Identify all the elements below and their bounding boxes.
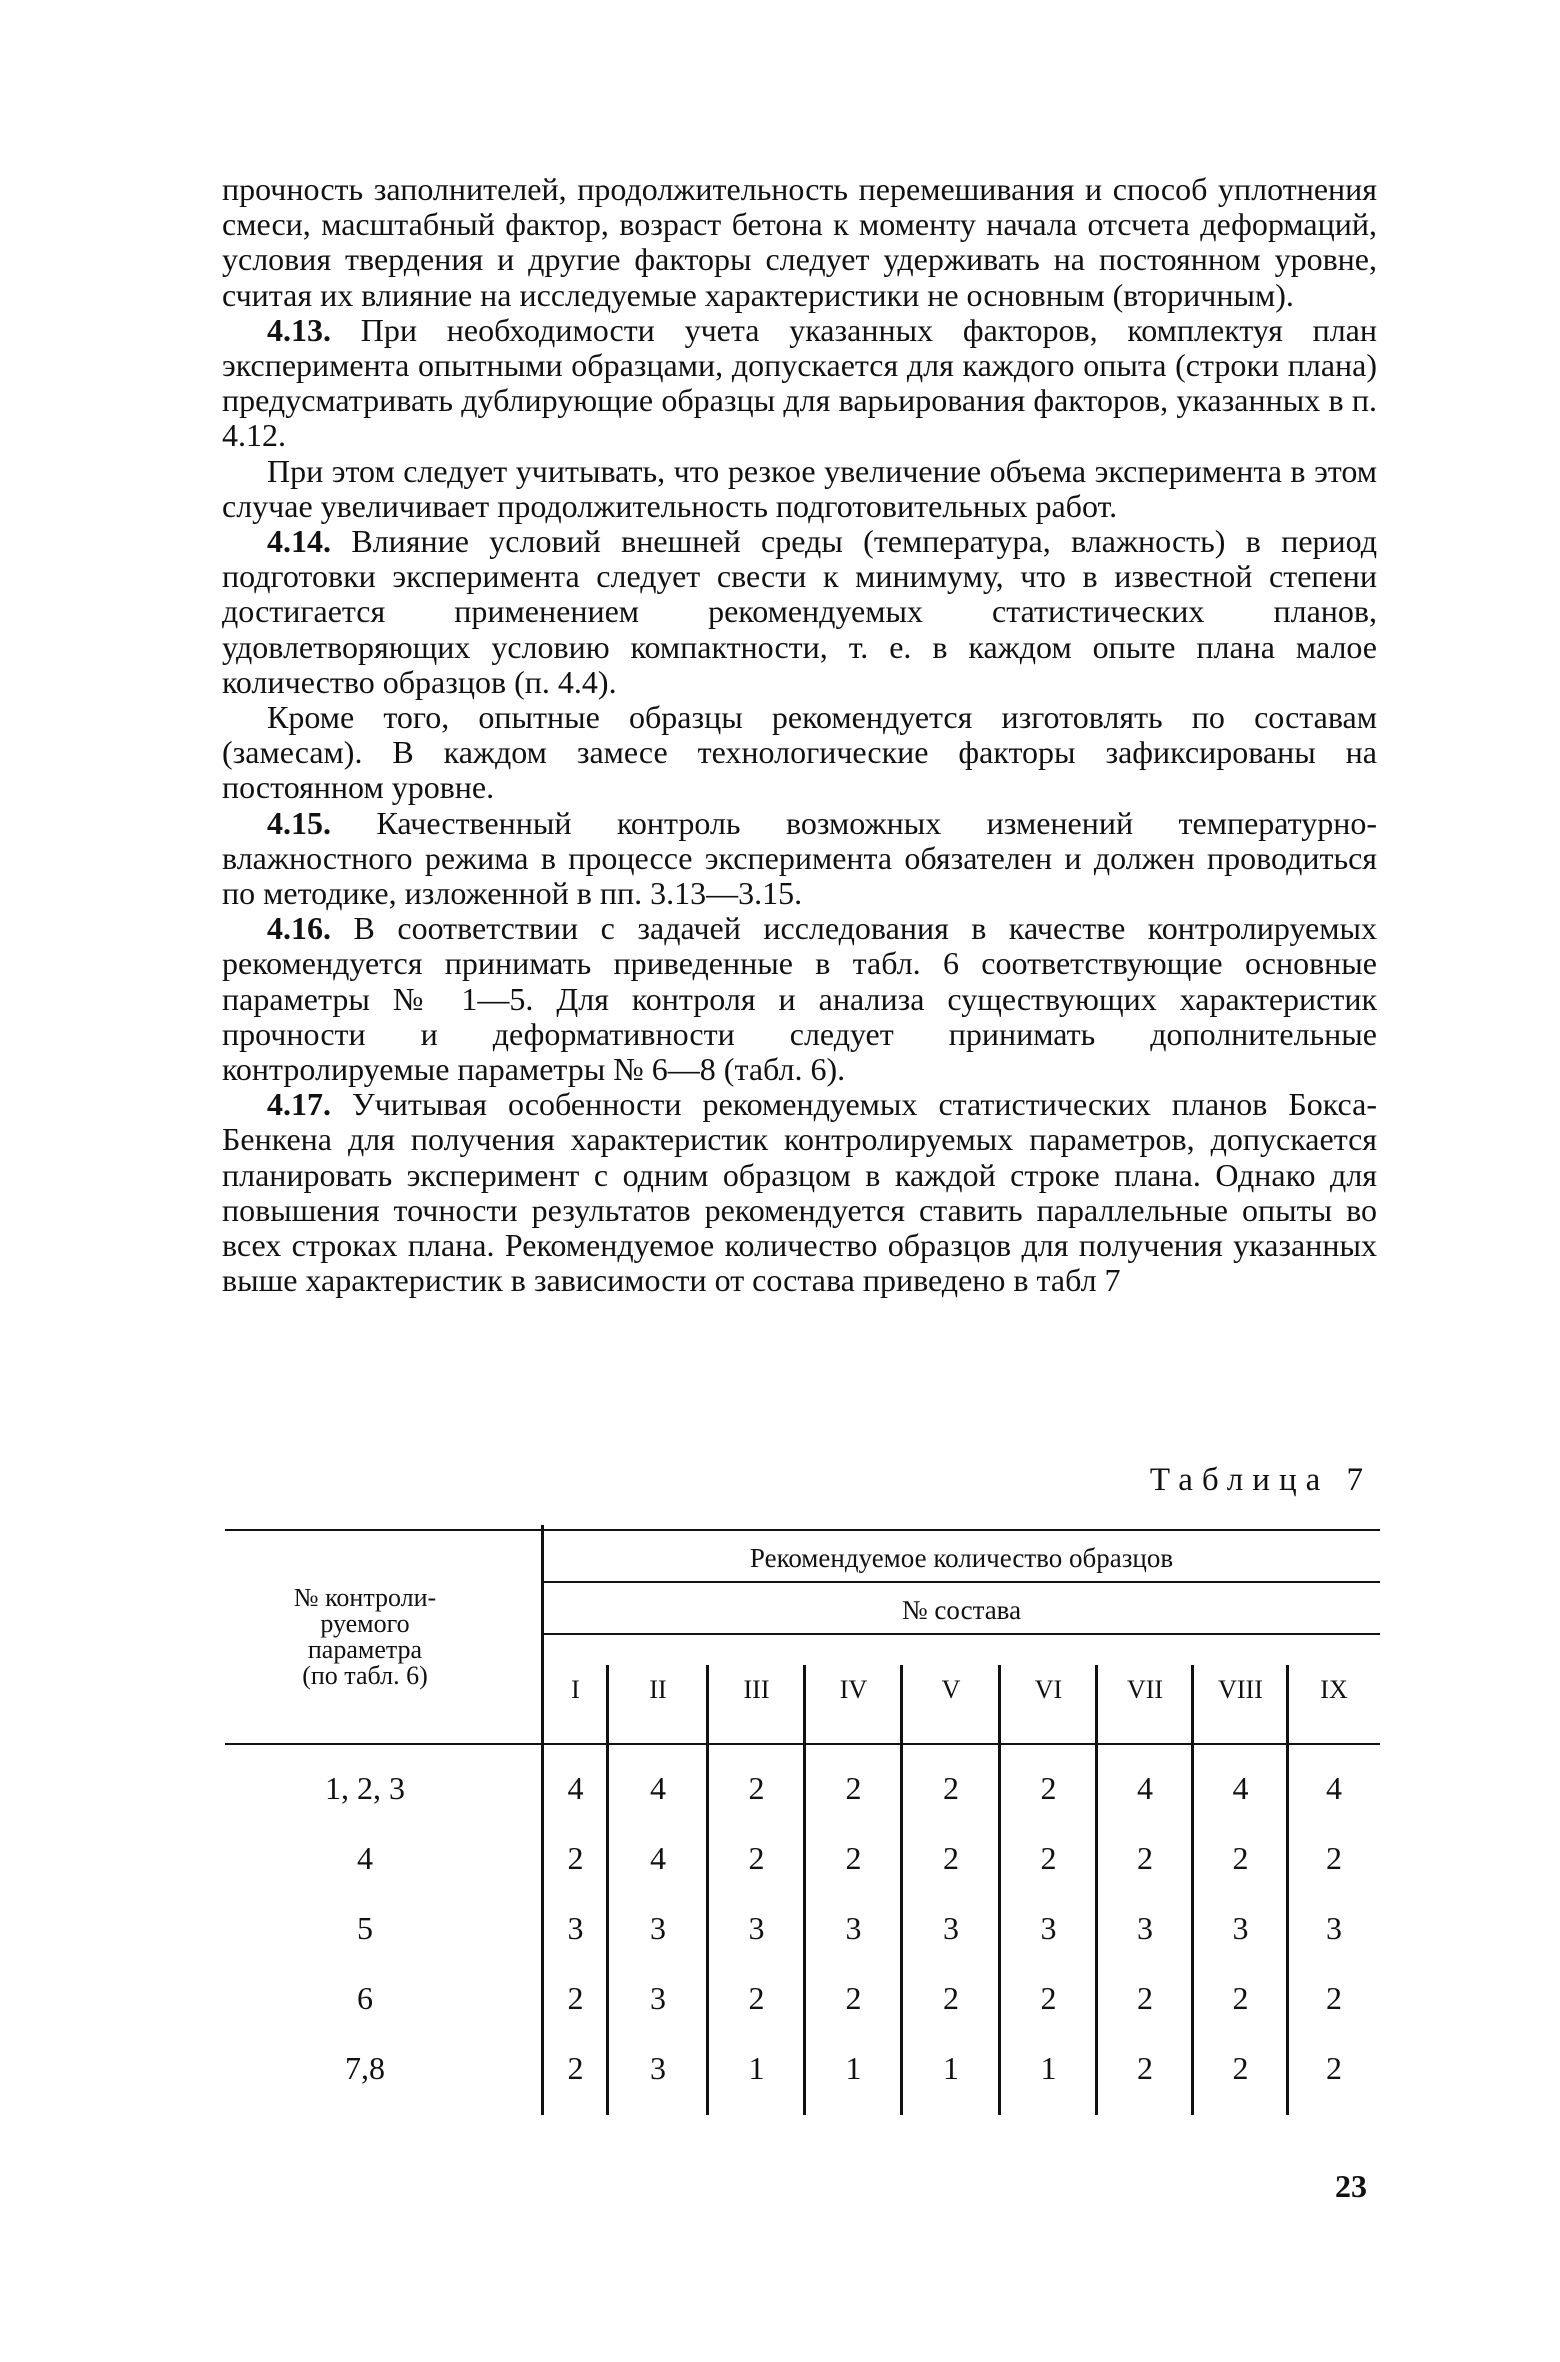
- table-cell: 2: [845, 1980, 862, 2016]
- table-top-rule: [225, 1529, 1380, 1531]
- group-header-rule: [543, 1581, 1380, 1583]
- paragraph: 4.16. В соответствии с задачей исследования в качестве контролируемых рекомендуется принимать приведенные в табл. 6 соответствующие основные параметры № 1—5. Для контроля и анализа существующих характеристик прочности и деформативности следует принимать дополнительные контролируемые параметры № 6—8 (табл. 6).: [222, 910, 1378, 1088]
- table-cell: 3: [650, 1980, 666, 2016]
- table-cell: 3: [1040, 1910, 1057, 1946]
- table-cell: 2: [1137, 2050, 1153, 2086]
- column-separator: [541, 1525, 544, 2115]
- column-header: VIII: [1218, 1675, 1263, 1704]
- table-caption: Таблица 7: [1149, 1462, 1372, 1498]
- group-header: Рекомендуемое количество образцов: [749, 1543, 1174, 1573]
- table-cell: 2: [943, 1840, 959, 1876]
- table-cell: 2: [1326, 2050, 1342, 2086]
- table-cell: 2: [1137, 1840, 1153, 1876]
- table-cell: 2: [1232, 2050, 1249, 2086]
- table-cell: 2: [1137, 1980, 1153, 2016]
- table-cell: 2: [1326, 1840, 1342, 1876]
- column-header: V: [941, 1675, 961, 1704]
- column-separator: [900, 1665, 903, 2115]
- table-cell: 1: [1040, 2050, 1057, 2086]
- sub-header: № состава: [901, 1595, 1022, 1625]
- table-cell: 2: [1040, 1980, 1057, 2016]
- table-cell: 3: [1137, 1910, 1153, 1946]
- table-cell: 2: [748, 1770, 765, 1806]
- table-cell: 2: [748, 1980, 765, 2016]
- column-header: VII: [1126, 1675, 1164, 1704]
- column-separator: [1095, 1665, 1098, 2115]
- column-header: VI: [1034, 1675, 1063, 1704]
- table-cell: 2: [567, 1840, 584, 1876]
- table-cell: 2: [567, 2050, 584, 2086]
- column-separator: [1191, 1665, 1194, 2115]
- table-cell: 3: [748, 1910, 765, 1946]
- paragraph: прочность заполнителей, продолжительность перемешивания и способ уплотнения смеси, масштабный фактор, возраст бетона к моменту начала отсчета деформаций, условия твердения и другие факторы следует удерживать на постоянном уровне, считая их влияние на исследуемые характеристики не основным (вторичным).: [222, 171, 1377, 313]
- row-label: 5: [357, 1910, 373, 1946]
- table-cell: 2: [943, 1980, 959, 2016]
- row-label: 7,8: [345, 2050, 385, 2086]
- column-separator: [803, 1665, 806, 2115]
- table-cell: 3: [845, 1910, 862, 1946]
- table-cell: 3: [1232, 1910, 1249, 1946]
- table-cell: 4: [650, 1770, 666, 1806]
- table-cell: 3: [1326, 1910, 1342, 1946]
- table-cell: 4: [650, 1840, 666, 1876]
- table-cell: 2: [1040, 1770, 1057, 1806]
- table-cell: 2: [1040, 1840, 1057, 1876]
- sub-header-rule: [543, 1633, 1380, 1635]
- page-number: 23: [1335, 2168, 1367, 2204]
- column-header: I: [571, 1675, 580, 1704]
- column-separator: [1286, 1665, 1289, 2115]
- table-cell: 2: [943, 1770, 959, 1806]
- table-cell: 3: [943, 1910, 959, 1946]
- row-label: 6: [357, 1980, 373, 2016]
- table-cell: 2: [1232, 1980, 1249, 2016]
- column-header: IX: [1320, 1675, 1348, 1704]
- body-text: [222, 172, 1377, 1299]
- table-cell: 1: [845, 2050, 862, 2086]
- row-label: 4: [357, 1840, 373, 1876]
- table-cell: 3: [650, 1910, 666, 1946]
- table-cell: 1: [943, 2050, 959, 2086]
- data-table: [225, 1525, 1380, 2115]
- column-header: II: [649, 1675, 667, 1704]
- paragraph: При этом следует учитывать, что резкое увеличение объема эксперимента в этом случае увеличивает продолжительность подготовительных работ.: [222, 452, 1377, 524]
- row-label: 1, 2, 3: [325, 1770, 405, 1806]
- table-cell: 4: [1232, 1770, 1249, 1806]
- column-separator: [706, 1665, 709, 2115]
- paragraph: Кроме того, опытные образцы рекомендуется изготовлять по составам (замесам). В каждом замесе технологические факторы зафиксированы на постоянном уровне.: [222, 699, 1377, 806]
- column-header: III: [743, 1675, 770, 1704]
- table-cell: 1: [748, 2050, 765, 2086]
- table-cell: 2: [1326, 1980, 1342, 2016]
- table-cell: 2: [748, 1840, 765, 1876]
- table-cell: 3: [567, 1910, 584, 1946]
- table-cell: 4: [1326, 1770, 1342, 1806]
- column-separator: [606, 1665, 609, 2115]
- column-header: IV: [839, 1675, 868, 1704]
- table-cell: 2: [845, 1770, 862, 1806]
- paragraph: 4.15. Качественный контроль возможных изменений температурно-влажностного режима в процессе эксперимента обязателен и должен проводиться по методике, изложенной в пп. 3.13—3.15.: [222, 804, 1378, 912]
- paragraph: 4.17. Учитывая особенности рекомендуемых статистических планов Бокса-Бенкена для получения характеристик контролируемых параметров, допускается планировать эксперимент с одним образцом в каждой строке плана. Однако для повышения точности результатов рекомендуется ставить параллельные опыты во всех строках плана. Рекомендуемое количество образцов для получения указанных выше характеристик в зависимости от состава приведено в табл 7: [222, 1086, 1378, 1299]
- stub-header: № контроли- руемого параметра (по табл. 6): [293, 1583, 437, 1690]
- paragraph: 4.13. При необходимости учета указанных факторов, комплектуя план эксперимента опытными образцами, допускается для каждого опыта (строки плана) предусматривать дублирующие образцы для варьирования факторов, указанных в п. 4.12.: [222, 311, 1378, 454]
- column-separator: [998, 1665, 1001, 2115]
- table-cell: 2: [567, 1980, 584, 2016]
- table-cell: 4: [1137, 1770, 1153, 1806]
- table-cell: 3: [650, 2050, 666, 2086]
- table-cell: 2: [1232, 1840, 1249, 1876]
- table-cell: 2: [845, 1840, 862, 1876]
- paragraph: 4.14. Влияние условий внешней среды (температура, влажность) в период подготовки эксперимента следует свести к минимуму, что в известной степени достигается применением рекомендуемых статистических планов, удовлетворяющих условию компактности, т. е. в каждом опыте плана малое количество образцов (п. 4.4).: [222, 523, 1377, 700]
- table-cell: 4: [567, 1770, 584, 1806]
